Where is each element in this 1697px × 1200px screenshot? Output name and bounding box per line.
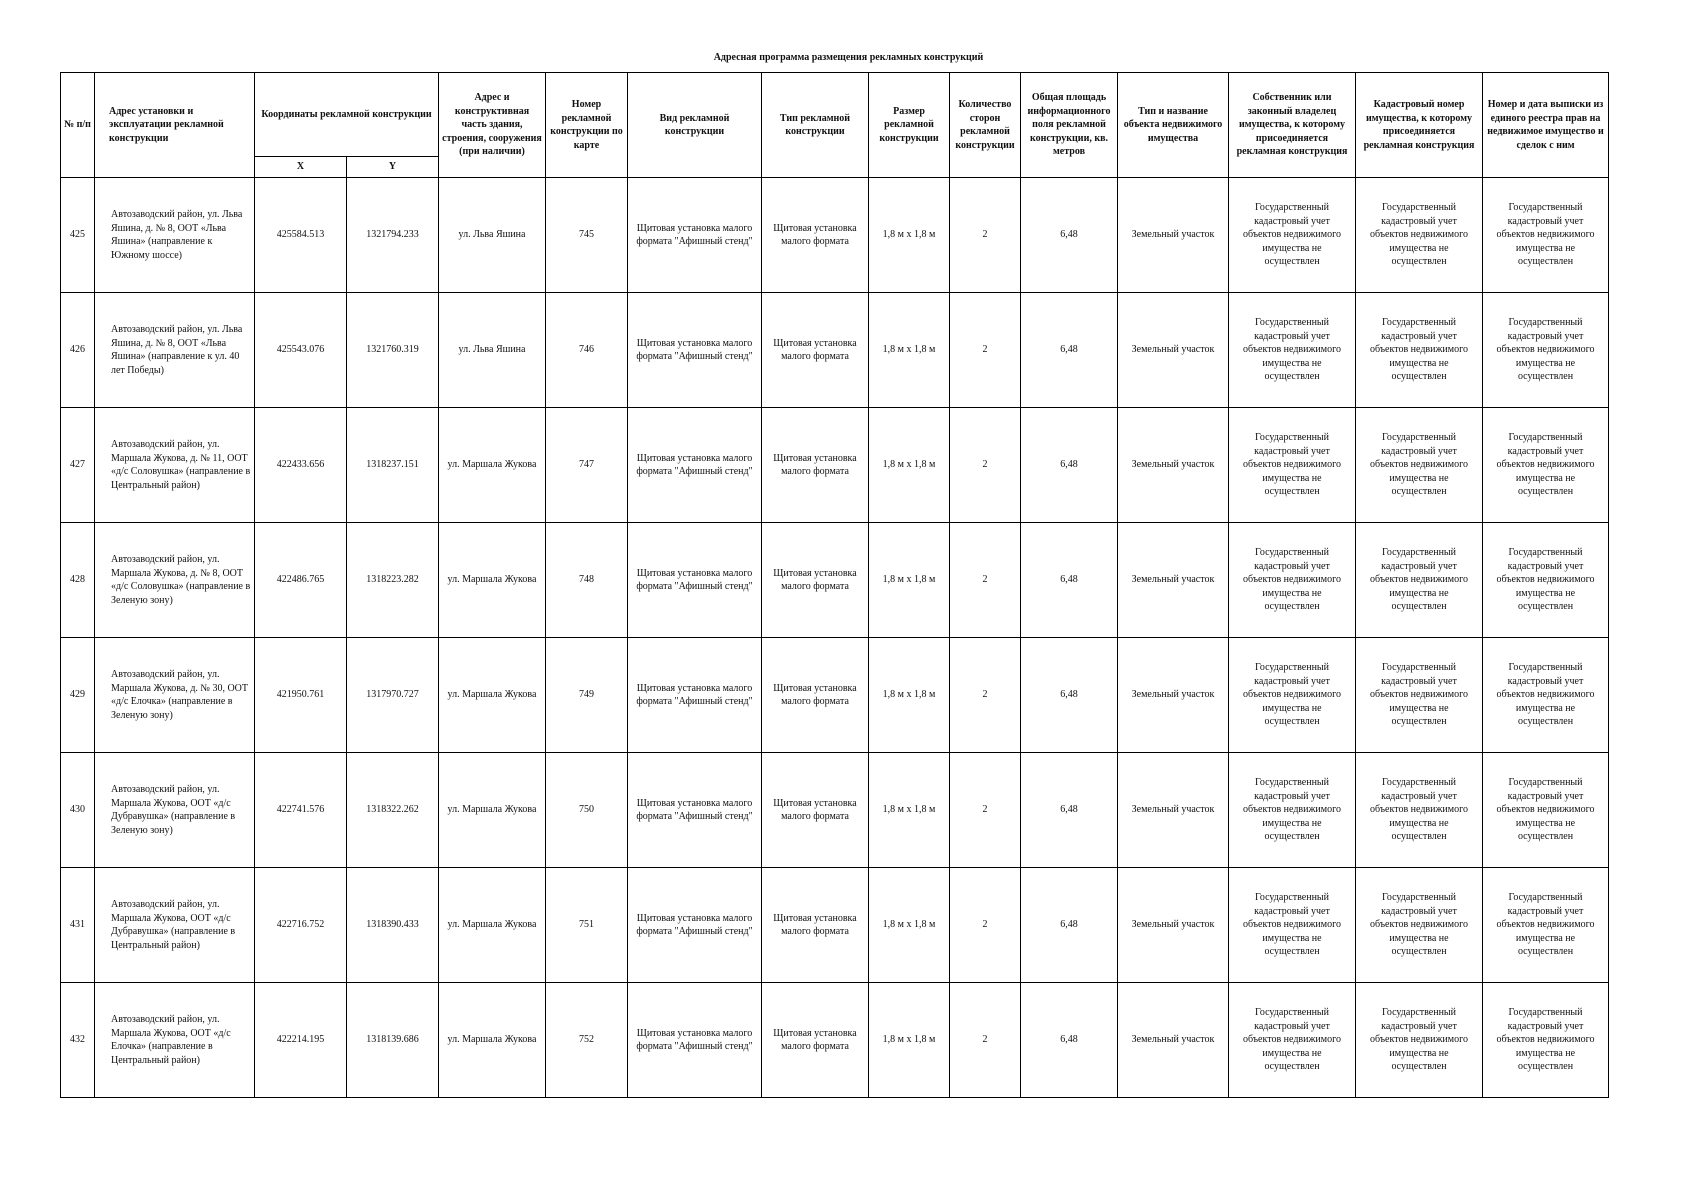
cell-sides: 2 — [950, 178, 1021, 293]
cell-num: 431 — [61, 868, 95, 983]
cell-y: 1318139.686 — [347, 983, 439, 1098]
cell-map-number: 751 — [546, 868, 628, 983]
cell-owner-text: Государственный кадастровый учет объектов недвижимого имущества не осуществлен — [1243, 547, 1341, 613]
cell-map-number: 749 — [546, 638, 628, 753]
cell-y: 1321794.233 — [347, 178, 439, 293]
cell-area: 6,48 — [1021, 983, 1118, 1098]
cell-y: 1318390.433 — [347, 868, 439, 983]
cell-registry — [1483, 293, 1609, 408]
cell-num: 428 — [61, 523, 95, 638]
cell-kind: Щитовая установка малого формата "Афишный стенд" — [628, 868, 762, 983]
cell-cadastral-text: Государственный кадастровый учет объектов недвижимого имущества не осуществлен — [1370, 1007, 1468, 1073]
cell-address: Автозаводский район, ул. Маршала Жукова, ООТ «д/с Елочка» (направление в Центральный район) — [95, 983, 255, 1098]
cell-building: ул. Маршала Жукова — [439, 753, 546, 868]
header-num: № п/п — [61, 73, 95, 178]
table-row — [61, 753, 1609, 868]
cell-cadastral — [1356, 178, 1483, 293]
cell-num: 425 — [61, 178, 95, 293]
cell-owner-text: Государственный кадастровый учет объектов недвижимого имущества не осуществлен — [1243, 1007, 1341, 1073]
cell-area: 6,48 — [1021, 178, 1118, 293]
cell-x: 425543.076 — [255, 293, 347, 408]
cell-property: Земельный участок — [1118, 983, 1229, 1098]
cell-cadastral-text: Государственный кадастровый учет объектов недвижимого имущества не осуществлен — [1370, 202, 1468, 268]
cell-owner — [1229, 408, 1356, 523]
cell-cadastral-text: Государственный кадастровый учет объектов недвижимого имущества не осуществлен — [1370, 892, 1468, 958]
cell-registry-text: Государственный кадастровый учет объектов недвижимого имущества не осуществлен — [1496, 1007, 1595, 1073]
cell-sides: 2 — [950, 868, 1021, 983]
cell-cadastral-text: Государственный кадастровый учет объектов недвижимого имущества не осуществлен — [1370, 662, 1468, 728]
header-cadastral: Кадастровый номер имущества, к которому присоединяется рекламная конструкция — [1356, 73, 1483, 178]
header-owner: Собственник или законный владелец имущества, к которому присоединяется рекламная конструкция — [1229, 73, 1356, 178]
cell-registry — [1483, 983, 1609, 1098]
cell-cadastral — [1356, 753, 1483, 868]
cell-x: 422716.752 — [255, 868, 347, 983]
cell-cadastral — [1356, 408, 1483, 523]
header-registry: Номер и дата выписки из единого реестра прав на недвижимое имущество и сделок с ним — [1483, 73, 1609, 178]
cell-kind: Щитовая установка малого формата "Афишный стенд" — [628, 293, 762, 408]
cell-type: Щитовая установка малого формата — [762, 753, 869, 868]
cell-x: 425584.513 — [255, 178, 347, 293]
cell-registry — [1483, 753, 1609, 868]
header-property: Тип и название объекта недвижимого имущества — [1118, 73, 1229, 178]
cell-property: Земельный участок — [1118, 638, 1229, 753]
header-x: X — [255, 157, 347, 178]
cell-address: Автозаводский район, ул. Маршала Жукова, д. № 11, ООТ «д/с Соловушка» (направление в Центральный район) — [95, 408, 255, 523]
cell-owner — [1229, 523, 1356, 638]
cell-address: Автозаводский район, ул. Маршала Жукова, д. № 8, ООТ «д/с Соловушка» (направление в Зеленую зону) — [95, 523, 255, 638]
cell-type: Щитовая установка малого формата — [762, 983, 869, 1098]
cell-size: 1,8 м х 1,8 м — [869, 523, 950, 638]
cell-registry — [1483, 523, 1609, 638]
cell-kind: Щитовая установка малого формата "Афишный стенд" — [628, 523, 762, 638]
cell-num: 427 — [61, 408, 95, 523]
header-area: Общая площадь информационного поля рекламной конструкции, кв. метров — [1021, 73, 1118, 178]
table-row — [61, 983, 1609, 1098]
cell-address: Автозаводский район, ул. Маршала Жукова, ООТ «д/с Дубравушка» (направление в Зеленую зону) — [95, 753, 255, 868]
cell-owner-text: Государственный кадастровый учет объектов недвижимого имущества не осуществлен — [1243, 202, 1341, 268]
cell-kind: Щитовая установка малого формата "Афишный стенд" — [628, 178, 762, 293]
cell-owner-text: Государственный кадастровый учет объектов недвижимого имущества не осуществлен — [1243, 892, 1341, 958]
page-title: Адресная программа размещения рекламных конструкций — [713, 52, 984, 63]
cell-cadastral — [1356, 638, 1483, 753]
cell-address: Автозаводский район, ул. Маршала Жукова, ООТ «д/с Дубравушка» (направление в Центральный район) — [95, 868, 255, 983]
cell-property: Земельный участок — [1118, 753, 1229, 868]
header-sides: Количество сторон рекламной конструкции — [950, 73, 1021, 178]
cell-map-number: 746 — [546, 293, 628, 408]
cell-registry-text: Государственный кадастровый учет объектов недвижимого имущества не осуществлен — [1496, 432, 1595, 498]
cell-num: 430 — [61, 753, 95, 868]
header-coords: Координаты рекламной конструкции — [255, 73, 439, 157]
header-type: Тип рекламной конструкции — [762, 73, 869, 178]
table-row — [61, 638, 1609, 753]
cell-owner-text: Государственный кадастровый учет объектов недвижимого имущества не осуществлен — [1243, 432, 1341, 498]
cell-type: Щитовая установка малого формата — [762, 408, 869, 523]
cell-y: 1318322.262 — [347, 753, 439, 868]
cell-building: ул. Маршала Жукова — [439, 983, 546, 1098]
cell-registry-text: Государственный кадастровый учет объектов недвижимого имущества не осуществлен — [1496, 547, 1595, 613]
cell-area: 6,48 — [1021, 638, 1118, 753]
cell-cadastral — [1356, 293, 1483, 408]
advertising-program-table — [60, 72, 1609, 1098]
cell-map-number: 748 — [546, 523, 628, 638]
cell-registry-text: Государственный кадастровый учет объектов недвижимого имущества не осуществлен — [1496, 892, 1595, 958]
cell-kind: Щитовая установка малого формата "Афишный стенд" — [628, 753, 762, 868]
table-header — [61, 73, 1609, 178]
cell-cadastral-text: Государственный кадастровый учет объектов недвижимого имущества не осуществлен — [1370, 317, 1468, 383]
cell-num: 432 — [61, 983, 95, 1098]
cell-owner — [1229, 753, 1356, 868]
cell-registry — [1483, 868, 1609, 983]
cell-num: 426 — [61, 293, 95, 408]
cell-registry — [1483, 178, 1609, 293]
cell-size: 1,8 м х 1,8 м — [869, 408, 950, 523]
cell-size: 1,8 м х 1,8 м — [869, 868, 950, 983]
table-body — [61, 178, 1609, 1098]
cell-map-number: 750 — [546, 753, 628, 868]
cell-sides: 2 — [950, 293, 1021, 408]
cell-cadastral-text: Государственный кадастровый учет объектов недвижимого имущества не осуществлен — [1370, 547, 1468, 613]
cell-kind: Щитовая установка малого формата "Афишный стенд" — [628, 408, 762, 523]
cell-building: ул. Маршала Жукова — [439, 638, 546, 753]
cell-registry — [1483, 638, 1609, 753]
cell-registry — [1483, 408, 1609, 523]
cell-building: ул. Льва Яшина — [439, 178, 546, 293]
cell-property: Земельный участок — [1118, 178, 1229, 293]
header-building: Адрес и конструктивная часть здания, строения, сооружения (при наличии) — [439, 73, 546, 178]
cell-building: ул. Льва Яшина — [439, 293, 546, 408]
cell-building: ул. Маршала Жукова — [439, 523, 546, 638]
table-row — [61, 178, 1609, 293]
cell-property: Земельный участок — [1118, 293, 1229, 408]
cell-owner — [1229, 983, 1356, 1098]
cell-owner-text: Государственный кадастровый учет объектов недвижимого имущества не осуществлен — [1243, 777, 1341, 843]
cell-property: Земельный участок — [1118, 868, 1229, 983]
cell-type: Щитовая установка малого формата — [762, 638, 869, 753]
cell-x: 422741.576 — [255, 753, 347, 868]
cell-address: Автозаводский район, ул. Льва Яшина, д. № 8, ООТ «Льва Яшина» (направление к Южному шоссе) — [95, 178, 255, 293]
cell-property: Земельный участок — [1118, 408, 1229, 523]
cell-type: Щитовая установка малого формата — [762, 523, 869, 638]
cell-x: 422486.765 — [255, 523, 347, 638]
cell-cadastral — [1356, 523, 1483, 638]
cell-registry-text: Государственный кадастровый учет объектов недвижимого имущества не осуществлен — [1496, 777, 1595, 843]
cell-kind: Щитовая установка малого формата "Афишный стенд" — [628, 983, 762, 1098]
cell-address: Автозаводский район, ул. Льва Яшина, д. № 8, ООТ «Льва Яшина» (направление к ул. 40 лет Победы) — [95, 293, 255, 408]
header-y: Y — [347, 157, 439, 178]
cell-area: 6,48 — [1021, 523, 1118, 638]
table-row — [61, 408, 1609, 523]
cell-num: 429 — [61, 638, 95, 753]
cell-building: ул. Маршала Жукова — [439, 868, 546, 983]
cell-y: 1318237.151 — [347, 408, 439, 523]
cell-cadastral-text: Государственный кадастровый учет объектов недвижимого имущества не осуществлен — [1370, 432, 1468, 498]
cell-owner-text: Государственный кадастровый учет объектов недвижимого имущества не осуществлен — [1243, 662, 1341, 728]
cell-size: 1,8 м х 1,8 м — [869, 983, 950, 1098]
cell-owner — [1229, 868, 1356, 983]
table-row — [61, 868, 1609, 983]
cell-size: 1,8 м х 1,8 м — [869, 178, 950, 293]
cell-area: 6,48 — [1021, 293, 1118, 408]
table-row — [61, 523, 1609, 638]
cell-registry-text: Государственный кадастровый учет объектов недвижимого имущества не осуществлен — [1496, 202, 1595, 268]
cell-owner — [1229, 638, 1356, 753]
cell-size: 1,8 м х 1,8 м — [869, 293, 950, 408]
cell-kind: Щитовая установка малого формата "Афишный стенд" — [628, 638, 762, 753]
cell-area: 6,48 — [1021, 868, 1118, 983]
cell-owner — [1229, 293, 1356, 408]
cell-owner-text: Государственный кадастровый учет объектов недвижимого имущества не осуществлен — [1243, 317, 1341, 383]
header-address: Адрес установки и эксплуатации рекламной конструкции — [95, 73, 255, 178]
cell-type: Щитовая установка малого формата — [762, 293, 869, 408]
cell-area: 6,48 — [1021, 408, 1118, 523]
cell-cadastral — [1356, 983, 1483, 1098]
cell-size: 1,8 м х 1,8 м — [869, 638, 950, 753]
cell-x: 421950.761 — [255, 638, 347, 753]
cell-x: 422214.195 — [255, 983, 347, 1098]
cell-type: Щитовая установка малого формата — [762, 868, 869, 983]
cell-cadastral-text: Государственный кадастровый учет объектов недвижимого имущества не осуществлен — [1370, 777, 1468, 843]
cell-type: Щитовая установка малого формата — [762, 178, 869, 293]
cell-size: 1,8 м х 1,8 м — [869, 753, 950, 868]
cell-y: 1318223.282 — [347, 523, 439, 638]
cell-cadastral — [1356, 868, 1483, 983]
cell-sides: 2 — [950, 753, 1021, 868]
cell-y: 1321760.319 — [347, 293, 439, 408]
cell-property: Земельный участок — [1118, 523, 1229, 638]
cell-x: 422433.656 — [255, 408, 347, 523]
cell-registry-text: Государственный кадастровый учет объектов недвижимого имущества не осуществлен — [1496, 317, 1595, 383]
cell-sides: 2 — [950, 523, 1021, 638]
cell-registry-text: Государственный кадастровый учет объектов недвижимого имущества не осуществлен — [1496, 662, 1595, 728]
header-kind: Вид рекламной конструкции — [628, 73, 762, 178]
cell-address: Автозаводский район, ул. Маршала Жукова, д. № 30, ООТ «д/с Елочка» (направление в Зеленую зону) — [95, 638, 255, 753]
table-row — [61, 293, 1609, 408]
cell-map-number: 747 — [546, 408, 628, 523]
cell-y: 1317970.727 — [347, 638, 439, 753]
cell-area: 6,48 — [1021, 753, 1118, 868]
cell-owner — [1229, 178, 1356, 293]
cell-map-number: 745 — [546, 178, 628, 293]
cell-map-number: 752 — [546, 983, 628, 1098]
header-map-number: Номер рекламной конструкции по карте — [546, 73, 628, 178]
cell-sides: 2 — [950, 408, 1021, 523]
header-size: Размер рекламной конструкции — [869, 73, 950, 178]
cell-sides: 2 — [950, 983, 1021, 1098]
cell-building: ул. Маршала Жукова — [439, 408, 546, 523]
cell-sides: 2 — [950, 638, 1021, 753]
